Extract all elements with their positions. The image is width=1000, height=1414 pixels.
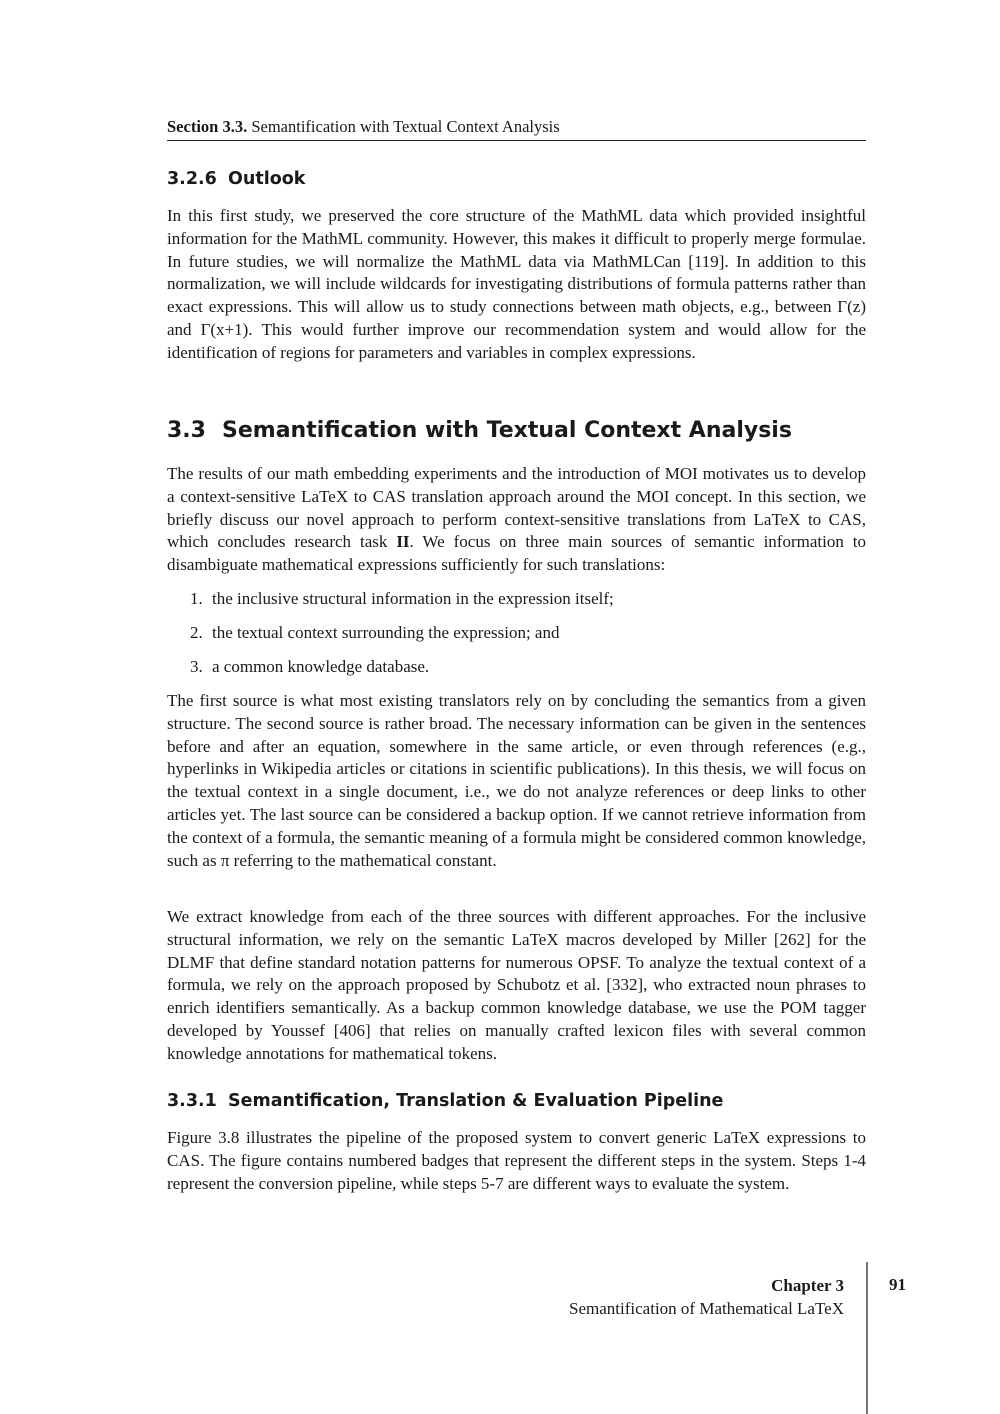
running-header-title: Semantification with Textual Context Analysis bbox=[251, 117, 560, 136]
list-number: 3. bbox=[190, 657, 203, 676]
section-paragraph-2: The first source is what most existing translators rely on by concluding the semantics from a given structure. The second source is rather broad. The necessary information can be given in the sentences before and after an equation, somewhere in the same article, or even through references (e.g., hyperlinks in Wikipedia articles or citations in scientific publications). In this thesis, we will focus on the textual context in a single document, i.e., we do not analyze references or deep links to other articles yet. The last source can be considered a backup option. If we cannot retrieve information from the context of a formula, the semantic meaning of a formula might be considered common knowledge, such as π referring to the mathematical constant. bbox=[167, 691, 866, 870]
footer-chapter-title: Semantification of Mathematical LaTeX bbox=[569, 1299, 844, 1318]
list-text: the textual context surrounding the expression; and bbox=[212, 623, 560, 642]
list-text: the inclusive structural information in the expression itself; bbox=[212, 589, 614, 608]
section-number: 3.3 bbox=[167, 418, 206, 443]
section-heading bbox=[167, 418, 866, 443]
running-header bbox=[167, 117, 866, 141]
outlook-number: 3.2.6 bbox=[167, 169, 217, 189]
research-task-label: II bbox=[396, 532, 410, 552]
outlook-title: Outlook bbox=[228, 169, 306, 189]
section-title: Semantification with Textual Context Analysis bbox=[222, 418, 792, 443]
list-item bbox=[190, 623, 559, 643]
section-paragraph-3: We extract knowledge from each of the three sources with different approaches. For the inclusive structural information, we rely on the semantic LaTeX macros developed by Miller [262] for the DLMF that define standard notation patterns for numerous OPSF. To analyze the textual context of a formula, we rely on the approach proposed by Schubotz et al. [332], who extracted noun phrases to enrich identifiers semantically. As a backup common knowledge database, we use the POM tagger developed by Youssef [406] that relies on manually crafted lexicon files with several common knowledge annotations for mathematical tokens. bbox=[167, 907, 866, 1063]
list-number: 1. bbox=[190, 589, 203, 608]
intro-text-end: . We focus on three main sources of semantic information to disambiguate mathematical expressions sufficiently for such translations: bbox=[167, 532, 866, 575]
footer-chapter bbox=[569, 1274, 844, 1320]
list-number: 2. bbox=[190, 623, 203, 642]
footer-divider bbox=[866, 1262, 868, 1414]
subsection-heading bbox=[167, 1091, 866, 1111]
footer-chapter-label: Chapter 3 bbox=[771, 1276, 844, 1295]
outlook-paragraph: In this first study, we preserved the core structure of the MathML data which provided insightful information for the MathML community. However, this makes it difficult to properly merge formulae. In future studies, we will normalize the MathML data via MathMLCan [119]. In addition to this normalization, we will include wildcards for investigating distributions of formula patterns rather than exact expressions. This will allow us to study connections between math objects, e.g., between Γ(z) and Γ(x+1). This would further improve our recommendation system and would allow for the identification of regions for parameters and variables in complex expressions. bbox=[167, 206, 866, 362]
list-text: a common knowledge database. bbox=[212, 657, 430, 676]
page-number: 91 bbox=[889, 1275, 906, 1294]
list-item bbox=[190, 657, 429, 677]
section-intro-paragraph bbox=[167, 463, 866, 577]
outlook-heading bbox=[167, 169, 866, 189]
subsection-paragraph: Figure 3.8 illustrates the pipeline of the proposed system to convert generic LaTeX expressions to CAS. The figure contains numbered badges that represent the different steps in the system. Steps 1-4 represent the conversion pipeline, while steps 5-7 are different ways to evaluate the system. bbox=[167, 1128, 866, 1193]
intro-text: The results of our math embedding experiments and the introduction of MOI motivates us to develop a context-sensitive LaTeX to CAS translation approach around the MOI concept. In this section, we briefly discuss our novel approach to perform context-sensitive translations from LaTeX to CAS, which concludes research task bbox=[167, 464, 866, 552]
subsection-number: 3.3.1 bbox=[167, 1091, 217, 1111]
subsection-title: Semantification, Translation & Evaluation Pipeline bbox=[228, 1091, 724, 1111]
list-item bbox=[190, 589, 614, 609]
running-header-section-label: Section 3.3. bbox=[167, 117, 248, 136]
